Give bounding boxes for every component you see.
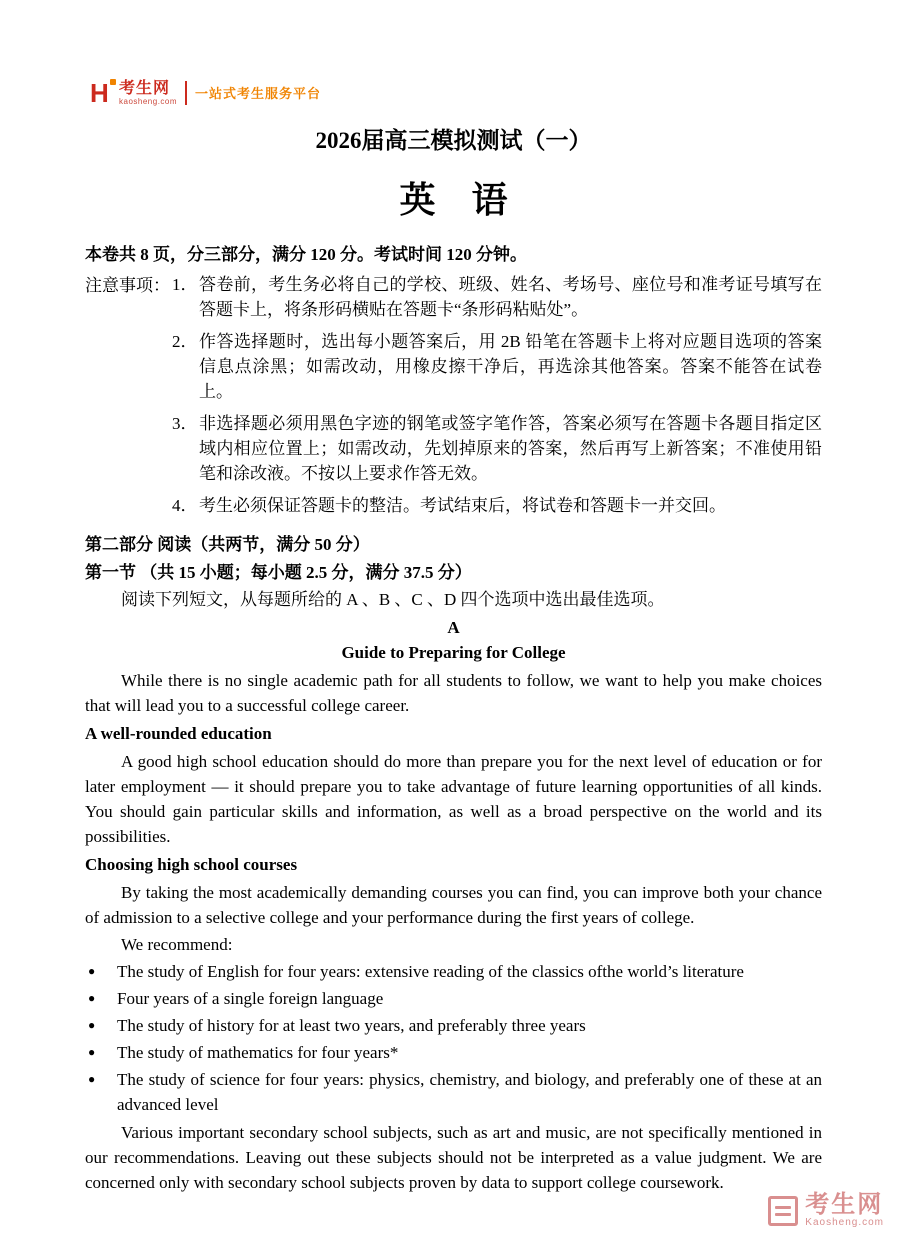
notices-block [85, 272, 822, 518]
paragraph: By taking the most academically demanding courses you can find, you can improve both your chance of admission to a selective college and your performance during the first years of college. [85, 883, 822, 927]
notice-text: 答卷前，考生务必将自己的学校、班级、姓名、考场号、座位号和准考证号填写在答题卡上，将条形码横贴在答题卡“条形码粘贴处”。 [199, 275, 822, 319]
bullet-text: The study of history for at least two years, and preferably three years [117, 1016, 586, 1035]
subheading: A well-rounded education [85, 724, 272, 743]
list-item [85, 1013, 822, 1038]
notice-item [172, 329, 822, 404]
watermark-domain: Kaosheng.com [805, 1217, 884, 1228]
list-item [85, 1040, 822, 1065]
bullet-icon: ● [88, 1045, 96, 1059]
bullet-text: The study of science for four years: physics, chemistry, and biology, and preferably one of these at an advanced level [117, 1070, 822, 1114]
bullet-icon: ● [88, 1072, 96, 1086]
kaosheng-logo-text [119, 80, 177, 107]
logo-divider [185, 81, 187, 105]
exam-title: 2026届高三模拟测试（一） [315, 128, 592, 153]
paragraph: While there is no single academic path for all students to follow, we want to help you make choices that will lead you to a successful college career. [85, 671, 822, 715]
notice-text: 非选择题必须用黑色字迹的钢笔或签字笔作答，答案必须写在答题卡各题目指定区域内相应位置上；如需改动，先划掉原来的答案，然后再写上新答案；不准使用铅笔和涂改液。不按以上要求作答无效。 [199, 414, 822, 483]
passage-title: Guide to Preparing for College [341, 643, 566, 662]
section-heading: 第一节 （共 15 小题；每小题 2.5 分，满分 37.5 分） [85, 563, 472, 582]
kaosheng-logo [90, 76, 321, 110]
notice-item [172, 493, 822, 518]
footer-watermark [768, 1193, 884, 1229]
kaosheng-watermark-icon [768, 1196, 798, 1226]
notice-item [172, 411, 822, 486]
passage-label: A [447, 618, 460, 637]
bullet-icon: ● [88, 964, 96, 978]
notice-item [172, 272, 822, 322]
paragraph: We recommend: [121, 935, 233, 954]
notice-text: 作答选择题时，选出每小题答案后，用 2B 铅笔在答题卡上将对应题目选项的答案信息点涂黑；如需改动，用橡皮擦干净后，再选涂其他答案。答案不能答在试卷上。 [199, 332, 822, 401]
paragraph: Various important secondary school subjects, such as art and music, are not specifically mentioned in our recommendations. Leaving out these subjects should not be interpreted as a value judgment. We are concerned only with secondary school subjects proven by data to support college coursework. [85, 1123, 822, 1192]
bullet-text: The study of English for four years: extensive reading of the classics ofthe world’s literature [117, 962, 744, 981]
bullet-icon: ● [88, 1018, 96, 1032]
notice-label: 注意事项： [85, 276, 170, 295]
subheading: Choosing high school courses [85, 855, 298, 874]
watermark-brand: 考生网 [805, 1191, 884, 1218]
list-item [85, 959, 822, 984]
direction-line: 阅读下列短文，从每题所给的 A 、B 、C 、D 四个选项中选出最佳选项。 [121, 590, 665, 609]
watermark-text [805, 1193, 884, 1229]
notice-number: 1． [172, 275, 198, 294]
paragraph: A good high school education should do more than prepare you for the next level of education or for later employment — it should prepare you to take advantage of future learning opportunities of all kinds. You should gain particular skills and information, as well as a broad perspective on the world and its possibilities. [85, 752, 822, 846]
paper-summary: 本卷共 8 页，分三部分，满分 120 分。考试时间 120 分钟。 [85, 245, 527, 264]
bullet-icon: ● [88, 991, 96, 1005]
notice-number: 2． [172, 332, 198, 351]
list-item [85, 1067, 822, 1117]
logo-domain: kaosheng.com [119, 96, 178, 106]
notice-text: 考生必须保证答题卡的整洁。考试结束后，将试卷和答题卡一并交回。 [199, 496, 726, 515]
bullet-text: Four years of a single foreign language [117, 989, 384, 1008]
list-item [85, 986, 822, 1011]
notice-list [172, 272, 822, 518]
logo-brand: 考生网 [119, 79, 171, 97]
kaosheng-logo-icon: H [90, 80, 114, 106]
logo-tagline: 一站式考生服务平台 [195, 85, 322, 101]
part-heading: 第二部分 阅读（共两节，满分 50 分） [85, 535, 370, 554]
subject-title: 英 语 [399, 180, 508, 220]
notice-number: 3． [172, 414, 198, 433]
bullet-list [85, 959, 822, 1117]
notice-number: 4． [172, 496, 198, 515]
bullet-text: The study of mathematics for four years* [117, 1043, 399, 1062]
